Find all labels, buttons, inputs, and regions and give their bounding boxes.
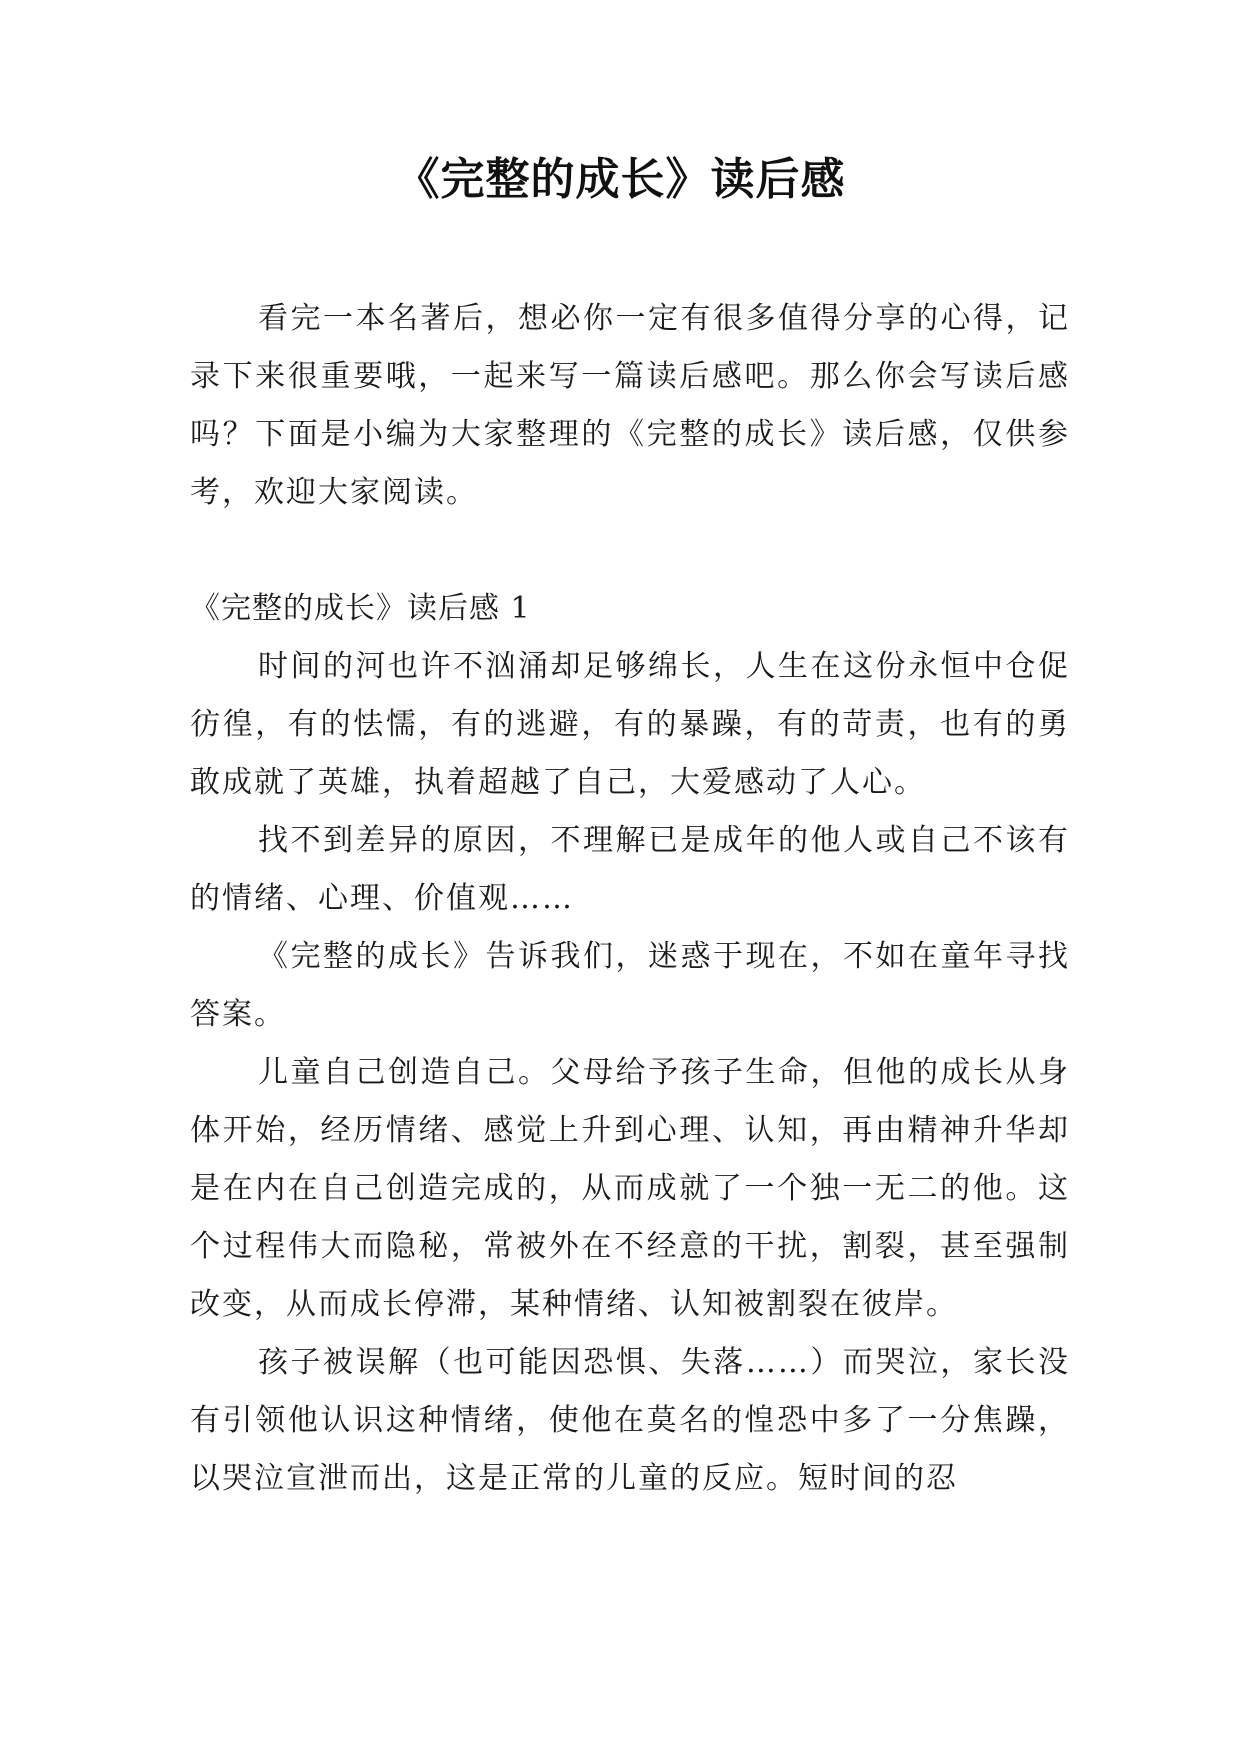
body-paragraph: 时间的河也许不汹涌却足够绵长，人生在这份永恒中仓促彷徨，有的怯懦，有的逃避，有的暴躁，有的苛责，也有的勇敢成就了英雄，执着超越了自己，大爱感动了人心。 [190,649,1070,800]
document-title: 《完整的成长》读后感 [395,154,846,205]
section-heading: 《完整的成长》读后感 1 [190,591,531,626]
body-paragraph: 找不到差异的原因，不理解已是成年的他人或自己不该有的情绪、心理、价值观…… [190,823,1070,916]
body-paragraph: 《完整的成长》告诉我们，迷惑于现在，不如在童年寻找答案。 [190,939,1070,1032]
intro-paragraph: 看完一本名著后，想必你一定有很多值得分享的心得，记录下来很重要哦，一起来写一篇读后感吧。那么你会写读后感吗？下面是小编为大家整理的《完整的成长》读后感，仅供参考，欢迎大家阅读。 [190,301,1070,510]
body-paragraph: 儿童自己创造自己。父母给予孩子生命，但他的成长从身体开始，经历情绪、感觉上升到心理、认知，再由精神升华却是在内在自己创造完成的，从而成就了一个独一无二的他。这个过程伟大而隐秘，常被外在不经意的干扰，割裂，甚至强制改变，从而成长停滞，某种情绪、认知被割裂在彼岸。 [190,1055,1070,1322]
body-paragraph: 孩子被误解（也可能因恐惧、失落……）而哭泣，家长没有引领他认识这种情绪，使他在莫名的惶恐中多了一分焦躁，以哭泣宣泄而出，这是正常的儿童的反应。短时间的忍 [190,1345,1070,1496]
document-body [190,290,1070,1508]
